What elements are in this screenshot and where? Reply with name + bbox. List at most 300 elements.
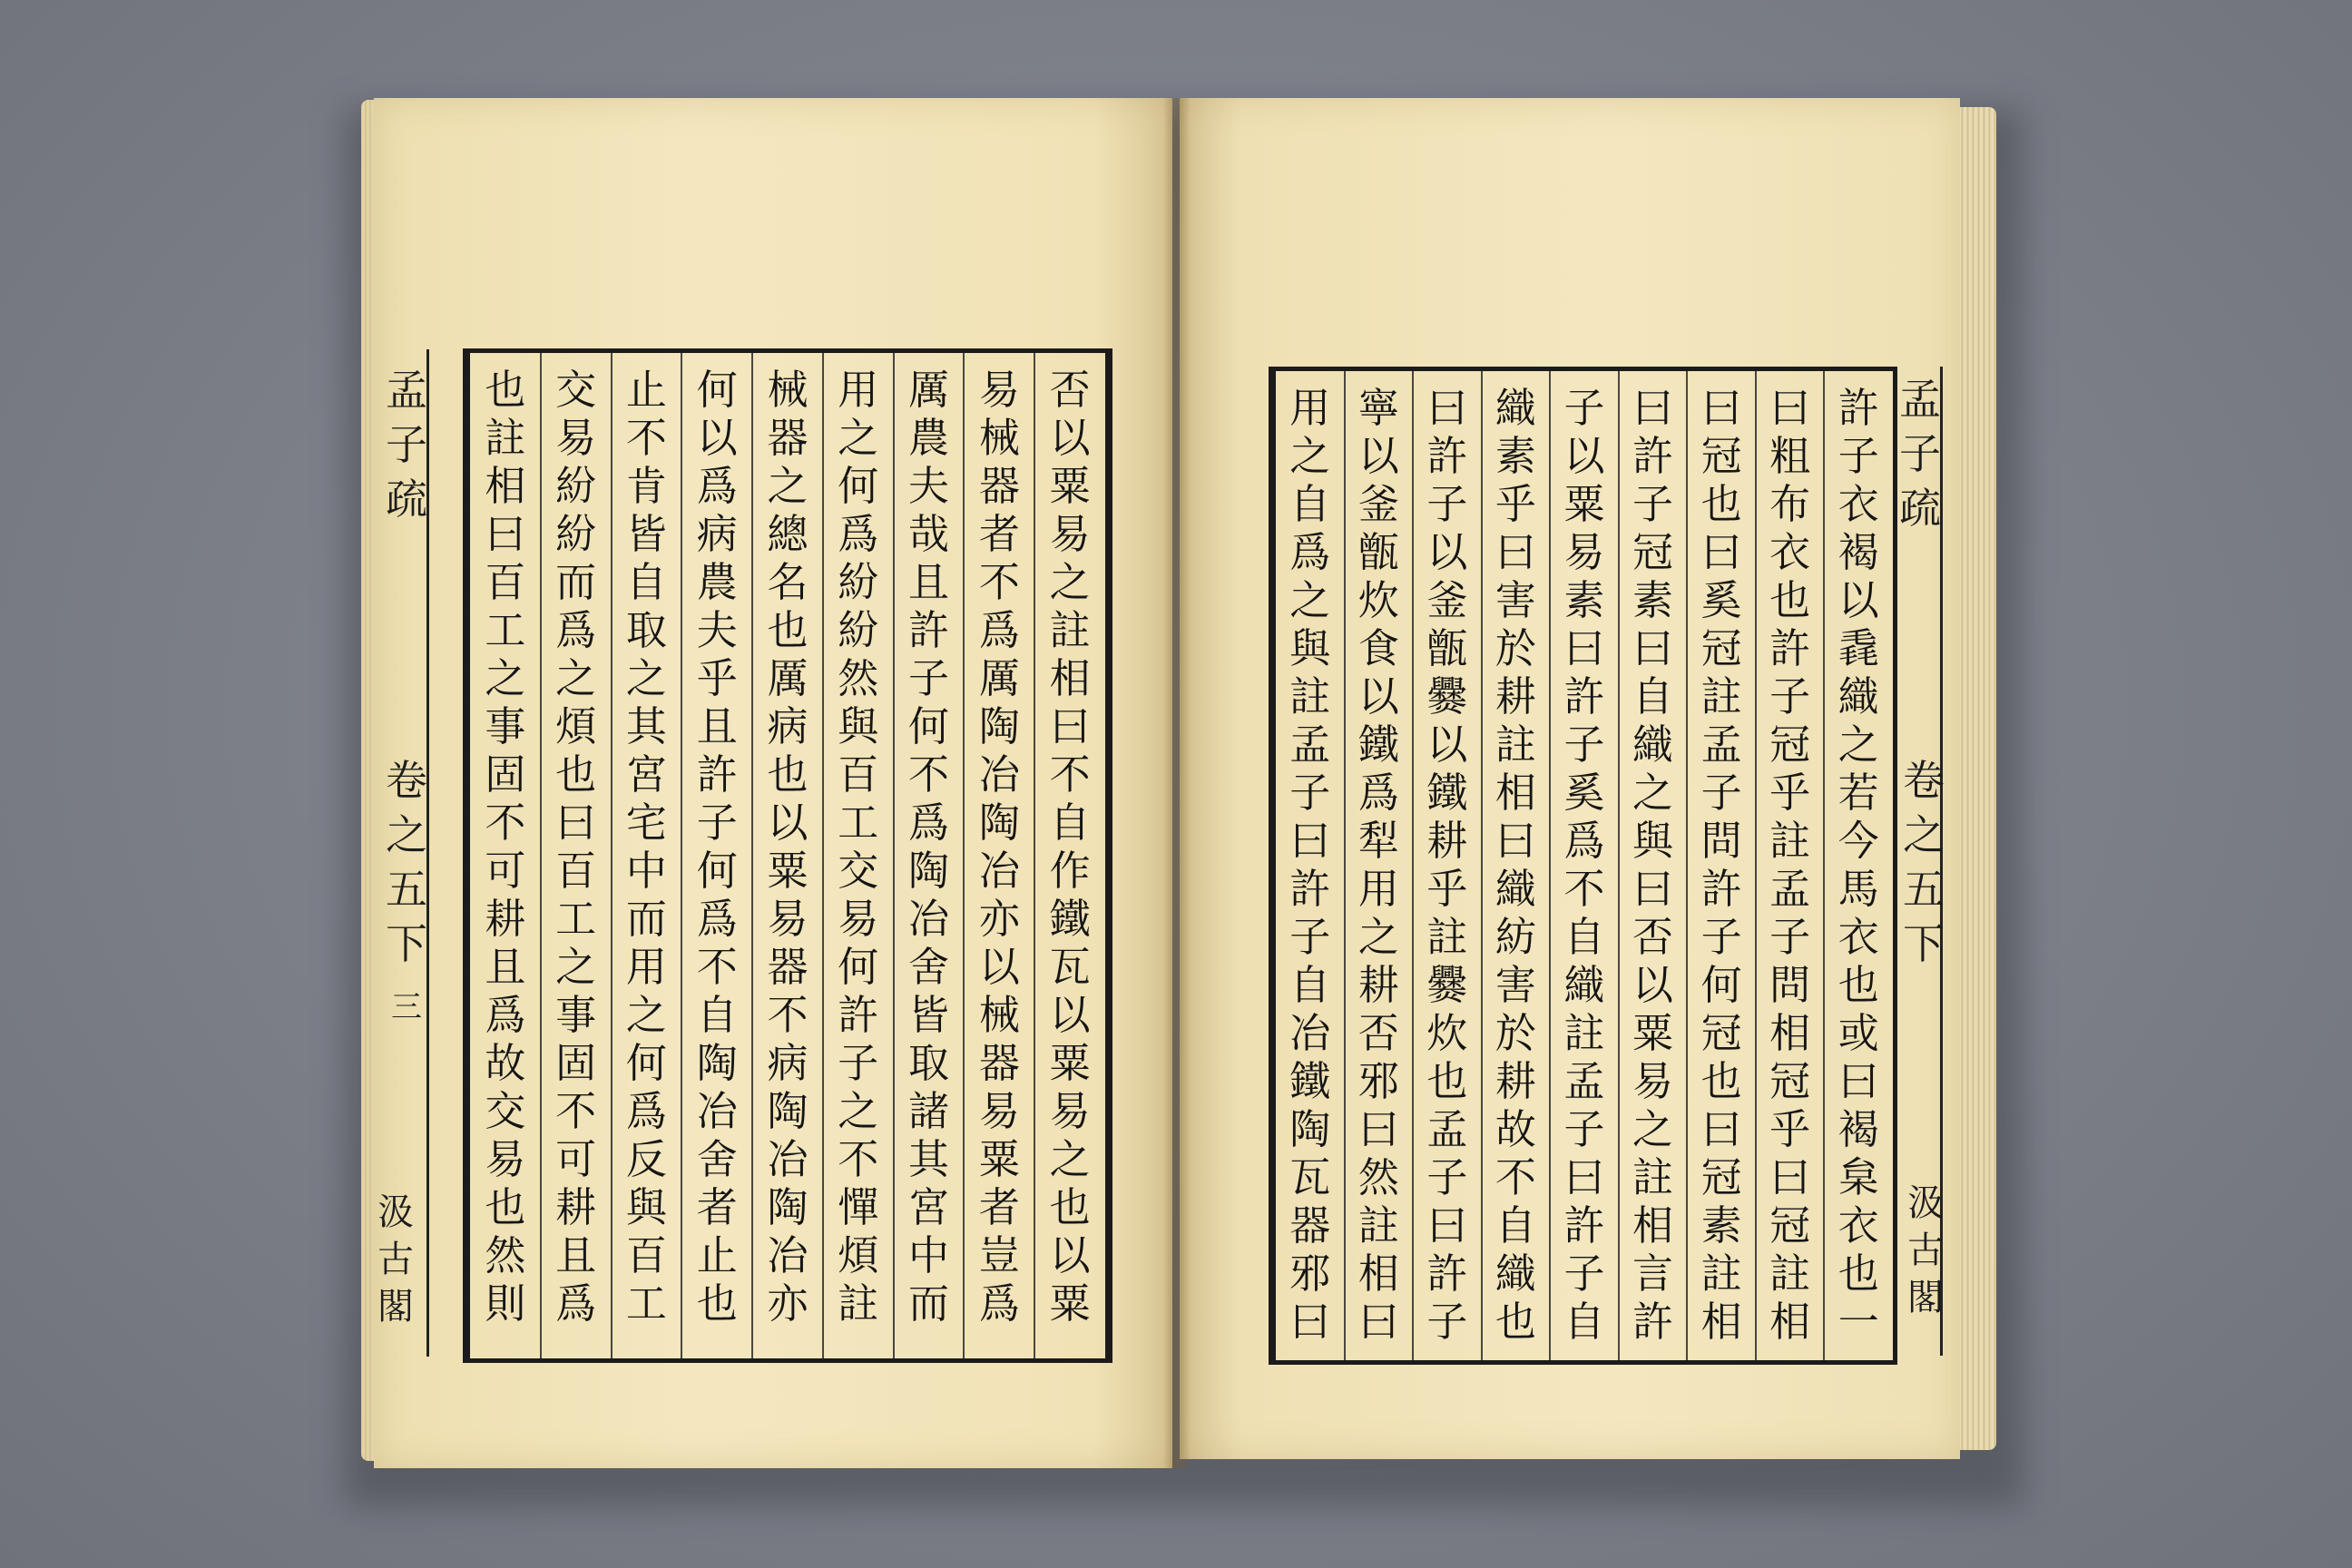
text-char: 之 — [1049, 1135, 1091, 1183]
text-char: 於 — [1494, 1009, 1536, 1057]
text-char: 工 — [485, 606, 526, 654]
text-char: 冠 — [1700, 1009, 1742, 1057]
heading-char: 汲 — [377, 1191, 414, 1233]
text-char: 工 — [625, 1279, 667, 1328]
text-char: 可 — [555, 1135, 597, 1183]
text-char: 子 — [1838, 432, 1879, 480]
left-heading-publisher — [368, 1189, 423, 1330]
heading-char: 卷 — [386, 756, 427, 805]
text-char: 爲 — [555, 1279, 597, 1328]
text-char: 曰 — [1700, 384, 1742, 432]
column-rule — [963, 353, 965, 1358]
text-char: 哉 — [908, 510, 950, 558]
text-char: 瓦 — [1049, 943, 1091, 991]
text-char: 病 — [767, 702, 808, 750]
text-char: 枲 — [1838, 1153, 1879, 1201]
text-char: 器 — [767, 414, 808, 462]
text-char: 子 — [696, 799, 738, 847]
text-char: 否 — [1632, 913, 1674, 961]
text-char: 爲 — [1563, 817, 1605, 865]
text-char: 炊 — [1426, 1009, 1468, 1057]
text-char: 也 — [1700, 1057, 1742, 1105]
text-char: 曰 — [1563, 1153, 1605, 1201]
heading-char: 下 — [1903, 919, 1945, 968]
text-char: 冠 — [1769, 1201, 1811, 1250]
left-text-frame — [463, 348, 1112, 1363]
text-char: 何 — [908, 702, 950, 750]
heading-char: 疏 — [386, 475, 427, 524]
text-char: 陶 — [978, 799, 1020, 847]
text-char: 陶 — [767, 1087, 808, 1135]
text-char: 衣 — [1838, 1201, 1879, 1250]
text-char: 工 — [555, 895, 597, 943]
text-char: 也 — [485, 366, 526, 414]
text-char: 註 — [1494, 720, 1536, 769]
text-char: 曰 — [1357, 1298, 1399, 1346]
text-char: 奚 — [1563, 769, 1605, 817]
text-char: 不 — [908, 750, 950, 799]
text-char: 用 — [625, 943, 667, 991]
text-char: 子 — [1563, 720, 1605, 769]
text-char: 粟 — [978, 1135, 1020, 1183]
text-char: 乎 — [1426, 865, 1468, 913]
text-char: 以 — [1049, 1231, 1091, 1279]
text-char: 曰 — [1769, 384, 1811, 432]
column-rule — [1618, 371, 1620, 1360]
text-char: 冶 — [1289, 1009, 1331, 1057]
text-char: 子 — [1769, 913, 1811, 961]
text-char: 易 — [767, 895, 808, 943]
text-char: 問 — [1700, 817, 1742, 865]
text-char: 爲 — [555, 606, 597, 654]
text-char: 之 — [838, 414, 879, 462]
text-char: 可 — [485, 847, 526, 895]
text-char: 以 — [1632, 961, 1674, 1009]
text-char: 子 — [838, 1039, 879, 1087]
text-char: 乎 — [1769, 1105, 1811, 1153]
text-char: 耕 — [1426, 817, 1468, 865]
right-column-2 — [1761, 384, 1819, 1346]
text-char: 名 — [767, 558, 808, 606]
text-char: 註 — [1563, 1009, 1605, 1057]
text-char: 而 — [908, 1279, 950, 1328]
text-char: 易 — [978, 1087, 1020, 1135]
column-rule — [540, 353, 542, 1358]
text-char: 許 — [1700, 865, 1742, 913]
text-char: 以 — [1838, 576, 1879, 624]
text-char: 子 — [1700, 913, 1742, 961]
text-char: 陶 — [908, 847, 950, 895]
text-char: 註 — [838, 1279, 879, 1328]
text-char: 煩 — [555, 702, 597, 750]
text-char: 孟 — [1700, 720, 1742, 769]
text-char: 許 — [1563, 1201, 1605, 1250]
heading-char: 下 — [386, 919, 427, 968]
text-char: 也 — [767, 750, 808, 799]
text-char: 曰 — [1494, 817, 1536, 865]
text-char: 也 — [555, 750, 597, 799]
text-char: 交 — [485, 1087, 526, 1135]
text-char: 易 — [1563, 528, 1605, 576]
right-column-6 — [1486, 384, 1544, 1346]
left-heading-leaf — [379, 980, 434, 1034]
text-char: 冠 — [1632, 528, 1674, 576]
text-char: 害 — [1494, 576, 1536, 624]
text-char: 註 — [1426, 913, 1468, 961]
text-char: 許 — [1632, 1298, 1674, 1346]
text-char: 與 — [838, 702, 879, 750]
text-char: 炊 — [1357, 576, 1399, 624]
text-char: 與 — [1289, 624, 1331, 672]
right-heading-title — [1893, 372, 1947, 535]
text-char: 冠 — [1769, 1057, 1811, 1105]
text-char: 何 — [838, 943, 879, 991]
text-char: 器 — [1289, 1201, 1331, 1250]
heading-char: 孟 — [386, 366, 427, 415]
left-column-3 — [900, 366, 958, 1328]
text-char: 犁 — [1357, 817, 1399, 865]
text-char: 相 — [1632, 1201, 1674, 1250]
text-char: 註 — [1632, 1153, 1674, 1201]
column-rule — [681, 353, 682, 1358]
text-char: 械 — [767, 366, 808, 414]
text-char: 反 — [625, 1135, 667, 1183]
text-char: 自 — [1563, 913, 1605, 961]
text-char: 取 — [908, 1039, 950, 1087]
text-char: 故 — [1494, 1105, 1536, 1153]
text-char: 不 — [1049, 750, 1091, 799]
text-char: 爨 — [1426, 672, 1468, 720]
column-rule — [1344, 371, 1346, 1360]
text-char: 許 — [1426, 432, 1468, 480]
text-char: 自 — [1494, 1201, 1536, 1250]
text-char: 不 — [485, 799, 526, 847]
text-char: 宅 — [625, 799, 667, 847]
text-char: 不 — [1563, 865, 1605, 913]
text-char: 固 — [485, 750, 526, 799]
text-char: 否 — [1049, 366, 1091, 414]
text-char: 易 — [1049, 510, 1091, 558]
text-char: 布 — [1769, 480, 1811, 528]
text-char: 許 — [1563, 672, 1605, 720]
text-char: 與 — [625, 1183, 667, 1231]
text-char: 寧 — [1357, 384, 1399, 432]
text-char: 以 — [1049, 991, 1091, 1039]
heading-char: 閣 — [377, 1286, 414, 1328]
text-char: 孟 — [1769, 865, 1811, 913]
text-char: 不 — [838, 1135, 879, 1183]
text-char: 夫 — [696, 606, 738, 654]
text-char: 之 — [625, 991, 667, 1039]
text-char: 者 — [978, 510, 1020, 558]
text-char: 自 — [1289, 480, 1331, 528]
text-char: 亦 — [978, 895, 1020, 943]
text-char: 素 — [1632, 576, 1674, 624]
text-char: 耕 — [1494, 672, 1536, 720]
text-char: 否 — [1357, 1009, 1399, 1057]
text-char: 不 — [625, 414, 667, 462]
text-char: 不 — [978, 558, 1020, 606]
text-char: 曰 — [1357, 1105, 1399, 1153]
text-char: 以 — [1357, 432, 1399, 480]
text-char: 子 — [1563, 1105, 1605, 1153]
text-char: 問 — [1769, 961, 1811, 1009]
text-char: 許 — [1632, 432, 1674, 480]
text-char: 以 — [1357, 672, 1399, 720]
text-char: 器 — [978, 1039, 1020, 1087]
text-char: 何 — [696, 847, 738, 895]
left-column-5 — [759, 366, 817, 1328]
text-char: 註 — [1700, 1250, 1742, 1298]
text-char: 作 — [1049, 847, 1091, 895]
text-char: 冠 — [1700, 624, 1742, 672]
text-char: 粟 — [1049, 462, 1091, 510]
text-char: 也 — [696, 1279, 738, 1328]
text-char: 相 — [1049, 654, 1091, 702]
text-char: 百 — [485, 558, 526, 606]
text-char: 也 — [767, 606, 808, 654]
text-char: 而 — [555, 558, 597, 606]
text-char: 於 — [1494, 624, 1536, 672]
text-char: 粟 — [1632, 1009, 1674, 1057]
heading-char: 子 — [386, 420, 427, 469]
text-char: 陶 — [696, 1039, 738, 1087]
text-char: 孟 — [1426, 1105, 1468, 1153]
text-char: 鐵 — [1049, 895, 1091, 943]
text-char: 自 — [1049, 799, 1091, 847]
text-char: 註 — [485, 414, 526, 462]
left-column-7 — [617, 366, 675, 1328]
text-char: 何 — [625, 1039, 667, 1087]
column-rule — [611, 353, 612, 1358]
text-char: 夫 — [908, 462, 950, 510]
text-char: 宮 — [908, 1183, 950, 1231]
text-char: 且 — [485, 943, 526, 991]
text-char: 自 — [1289, 961, 1331, 1009]
text-char: 冶 — [978, 847, 1020, 895]
heading-char: 五 — [386, 865, 427, 914]
text-char: 且 — [696, 702, 738, 750]
text-char: 也 — [1494, 1298, 1536, 1346]
text-char: 然 — [838, 654, 879, 702]
heading-char: 古 — [1907, 1230, 1944, 1271]
text-char: 其 — [625, 702, 667, 750]
text-char: 子 — [1289, 913, 1331, 961]
text-char: 止 — [696, 1231, 738, 1279]
text-char: 曰 — [555, 799, 597, 847]
text-char: 與 — [1632, 817, 1674, 865]
text-char: 之 — [555, 943, 597, 991]
text-char: 註 — [1289, 672, 1331, 720]
text-char: 相 — [1494, 769, 1536, 817]
text-char: 曰 — [1563, 624, 1605, 672]
text-char: 之 — [1632, 769, 1674, 817]
text-char: 厲 — [767, 654, 808, 702]
text-char: 舍 — [908, 943, 950, 991]
text-char: 固 — [555, 1039, 597, 1087]
text-char: 相 — [1769, 1009, 1811, 1057]
text-char: 粟 — [1049, 1039, 1091, 1087]
text-char: 邪 — [1289, 1250, 1331, 1298]
text-char: 工 — [838, 799, 879, 847]
text-char: 爲 — [1357, 769, 1399, 817]
text-char: 者 — [696, 1183, 738, 1231]
text-char: 子 — [1700, 769, 1742, 817]
text-char: 爲 — [908, 799, 950, 847]
text-char: 曰 — [485, 510, 526, 558]
text-char: 曰 — [1632, 624, 1674, 672]
text-char: 子 — [1632, 480, 1674, 528]
text-char: 衣 — [1769, 528, 1811, 576]
text-char: 子 — [1289, 769, 1331, 817]
text-char: 亦 — [767, 1279, 808, 1328]
text-char: 甑 — [1426, 624, 1468, 672]
text-char: 爨 — [1426, 961, 1468, 1009]
text-char: 自 — [696, 991, 738, 1039]
text-char: 註 — [1769, 1250, 1811, 1298]
text-char: 病 — [696, 510, 738, 558]
text-char: 爲 — [978, 606, 1020, 654]
text-char: 不 — [1494, 1153, 1536, 1201]
left-column-4 — [829, 366, 887, 1328]
text-char: 厲 — [978, 654, 1020, 702]
left-column-1 — [1041, 366, 1099, 1328]
text-char: 之 — [1632, 1105, 1674, 1153]
right-heading-publisher — [1898, 1180, 1953, 1321]
text-char: 鐵 — [1426, 769, 1468, 817]
text-char: 鐵 — [1357, 720, 1399, 769]
text-char: 爲 — [838, 510, 879, 558]
text-char: 曰 — [1838, 1057, 1879, 1105]
text-char: 許 — [1426, 1250, 1468, 1298]
text-char: 易 — [1632, 1057, 1674, 1105]
text-char: 耕 — [1494, 1057, 1536, 1105]
text-char: 不 — [767, 991, 808, 1039]
column-rule — [822, 353, 824, 1358]
text-char: 其 — [908, 1135, 950, 1183]
text-char: 然 — [485, 1231, 526, 1279]
text-char: 事 — [555, 991, 597, 1039]
text-char: 之 — [1049, 558, 1091, 606]
left-column-9 — [476, 366, 534, 1328]
text-char: 皆 — [908, 991, 950, 1039]
text-char: 子 — [1426, 1153, 1468, 1201]
text-char: 冶 — [978, 750, 1020, 799]
text-char: 何 — [1700, 961, 1742, 1009]
text-char: 之 — [1838, 720, 1879, 769]
text-char: 冠 — [1700, 1153, 1742, 1201]
left-column-8 — [547, 366, 605, 1328]
text-char: 憚 — [838, 1183, 879, 1231]
text-char: 諸 — [908, 1087, 950, 1135]
text-char: 以 — [767, 799, 808, 847]
text-char: 然 — [1357, 1153, 1399, 1201]
text-char: 曰 — [1289, 817, 1331, 865]
text-char: 邪 — [1357, 1057, 1399, 1105]
text-char: 子 — [1426, 1298, 1468, 1346]
text-char: 耕 — [1357, 961, 1399, 1009]
text-char: 用 — [838, 366, 879, 414]
text-char: 爲 — [1289, 528, 1331, 576]
text-char: 用 — [1357, 865, 1399, 913]
right-column-1 — [1829, 384, 1887, 1346]
text-char: 陶 — [767, 1183, 808, 1231]
text-char: 紛 — [555, 510, 597, 558]
text-char: 曰 — [1700, 1105, 1742, 1153]
text-char: 爲 — [625, 1087, 667, 1135]
text-char: 也 — [1426, 1057, 1468, 1105]
text-char: 素 — [1494, 432, 1536, 480]
text-char: 事 — [485, 702, 526, 750]
text-char: 孟 — [1289, 720, 1331, 769]
left-column-2 — [970, 366, 1028, 1328]
text-char: 曰 — [1700, 528, 1742, 576]
text-char: 冶 — [696, 1087, 738, 1135]
text-char: 冶 — [908, 895, 950, 943]
text-char: 衣 — [1838, 480, 1879, 528]
right-column-4 — [1624, 384, 1682, 1346]
text-char: 爲 — [696, 895, 738, 943]
text-char: 病 — [767, 1039, 808, 1087]
heading-char: 之 — [1903, 810, 1945, 859]
text-char: 以 — [978, 943, 1020, 991]
left-heading-volume — [379, 753, 434, 971]
text-char: 總 — [767, 510, 808, 558]
column-rule — [1034, 353, 1035, 1358]
text-char: 舍 — [696, 1135, 738, 1183]
text-char: 今 — [1838, 817, 1879, 865]
text-char: 爲 — [696, 462, 738, 510]
text-char: 粟 — [1049, 1279, 1091, 1328]
text-char: 曰 — [1426, 1201, 1468, 1250]
heading-char: 卷 — [1903, 756, 1945, 805]
text-char: 害 — [1494, 961, 1536, 1009]
text-char: 之 — [625, 654, 667, 702]
text-char: 子 — [908, 654, 950, 702]
text-char: 素 — [1563, 576, 1605, 624]
text-char: 許 — [1838, 384, 1879, 432]
text-char: 以 — [1563, 432, 1605, 480]
text-char: 子 — [1769, 672, 1811, 720]
text-char: 若 — [1838, 769, 1879, 817]
text-char: 子 — [1426, 480, 1468, 528]
text-char: 中 — [908, 1231, 950, 1279]
text-char: 一 — [1838, 1298, 1879, 1346]
text-char: 言 — [1632, 1250, 1674, 1298]
text-char: 織 — [1494, 1250, 1536, 1298]
column-rule — [1823, 371, 1825, 1360]
text-char: 之 — [838, 1087, 879, 1135]
text-char: 之 — [767, 462, 808, 510]
right-column-3 — [1692, 384, 1750, 1346]
text-char: 百 — [838, 750, 879, 799]
text-char: 自 — [625, 558, 667, 606]
text-char: 農 — [908, 414, 950, 462]
text-char: 曰 — [1049, 702, 1091, 750]
heading-char: 五 — [1903, 865, 1945, 914]
text-char: 乎 — [1769, 769, 1811, 817]
text-char: 粗 — [1769, 432, 1811, 480]
text-char: 以 — [1049, 414, 1091, 462]
text-char: 冠 — [1700, 432, 1742, 480]
text-char: 械 — [978, 991, 1020, 1039]
right-text-frame — [1269, 367, 1897, 1365]
heading-char: 疏 — [1899, 484, 1941, 533]
text-char: 自 — [1563, 1298, 1605, 1346]
text-char: 織 — [1632, 720, 1674, 769]
text-char: 中 — [625, 847, 667, 895]
text-char: 自 — [1632, 672, 1674, 720]
